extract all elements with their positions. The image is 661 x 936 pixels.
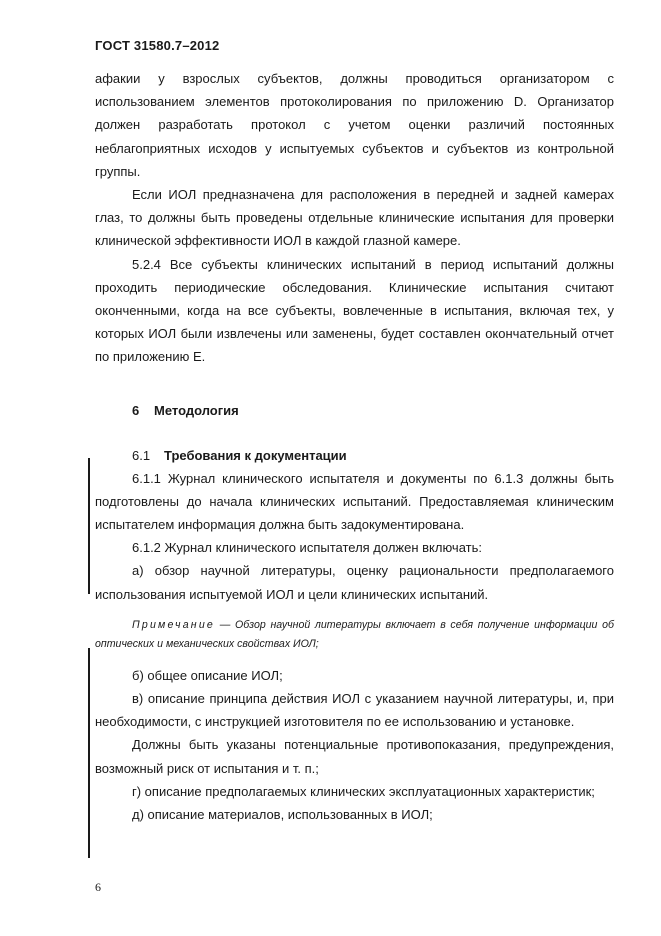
note — [95, 616, 614, 654]
note-label: Примечание — [132, 618, 216, 631]
paragraph-6-1-2: 6.1.2 Журнал клинического испытателя должен включать: — [132, 540, 482, 556]
standard-designation: ГОСТ 31580.7–2012 — [95, 38, 220, 53]
change-bar — [88, 458, 90, 594]
section-number: 6 — [132, 402, 140, 418]
paragraph: Должны быть указаны потенциальные противопоказания, предупреждения, возможный риск от испытания и т. п.; — [95, 737, 614, 776]
list-item-a: а) обзор научной литературы, оценку рациональности предполагаемого использования испытуемой ИОЛ и цели клинических испытаний. — [95, 563, 614, 602]
note-text: — Обзор научной литературы включает в себя получение информации об оптических и механических свойствах ИОЛ; — [95, 618, 614, 650]
subsection-number: 6.1 — [132, 447, 151, 463]
section-heading-6 — [132, 399, 614, 422]
list-item-g: г) описание предполагаемых клинических эксплуатационных характеристик; — [132, 783, 595, 799]
paragraph-5-2-4: 5.2.4 Все субъекты клинических испытаний в период испытаний должны проходить периодические обследования. Клинические испытания считают оконченными, когда на все субъекты, вовлеченные в испытания, включая тех, у которых ИОЛ были извлечены или заменены, будет составлен окончательный отчет по приложению Е. — [95, 256, 614, 365]
paragraph: Если ИОЛ предназначена для расположения в передней и задней камерах глаз, то должны быть проведены отдельные клинические испытания для проверки клинической эффективности ИОЛ в каждой глазной камере. — [95, 187, 614, 249]
subsection-heading-6-1 — [132, 444, 614, 467]
paragraph: афакии у взрослых субъектов, должны проводиться организатором с использованием элементов протоколирования по приложению D. Организатор должен разработать протокол с учетом оценки различий постоянных неблагоприятных исходов у испытуемых субъектов и субъектов из контрольной группы. — [95, 71, 614, 179]
page-body — [95, 67, 614, 826]
page-number: 6 — [95, 880, 101, 894]
change-bar — [88, 648, 90, 858]
list-item-d: д) описание материалов, использованных в ИОЛ; — [132, 807, 433, 823]
paragraph-6-1-1: 6.1.1 Журнал клинического испытателя и документы по 6.1.3 должны быть подготовлены до начала клинических испытаний. Предоставляемая клиническим испытателем информация должна быть задокументирована. — [95, 470, 614, 533]
list-item-b: б) общее описание ИОЛ; — [132, 667, 283, 683]
section-title: Методология — [154, 402, 239, 418]
subsection-title: Требования к документации — [164, 447, 347, 463]
list-item-v: в) описание принципа действия ИОЛ с указанием научной литературы, и, при необходимости, с инструкцией изготовителя по ее использованию и установке. — [95, 691, 614, 730]
